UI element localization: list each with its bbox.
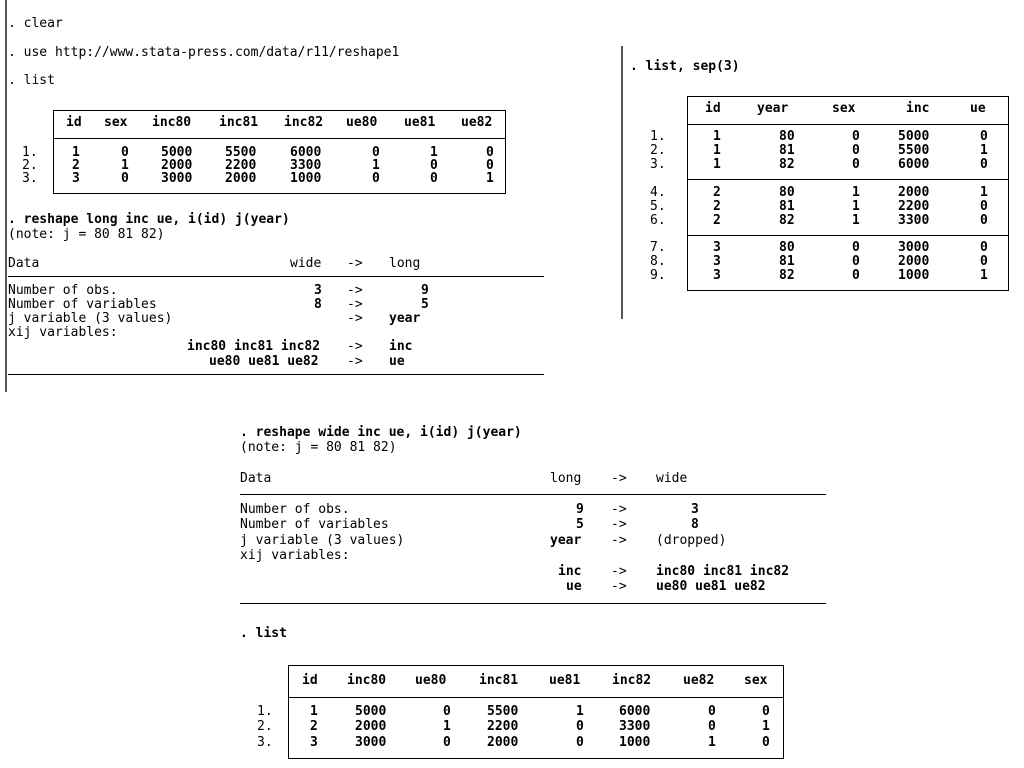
table-cell: 0 [430,158,438,173]
table-cell: 3300 [619,719,651,734]
col-header: id [302,673,318,688]
xij1-arrow: -> [611,564,627,579]
col-header: ue82 [683,673,715,688]
table-cell: 0 [852,129,860,144]
vars-to: 5 [421,297,429,312]
j-to: (dropped) [656,533,727,548]
cmd-reshape-long: . reshape long inc ue, i(id) j(year) [8,212,290,227]
col-header: sex [744,673,768,688]
left-panel-border [5,0,7,392]
table-cell: 0 [372,145,380,160]
table-cell: 1 [713,157,721,172]
vars-to: 8 [691,517,699,532]
col-header: year [757,101,789,116]
table-cell: 1 [121,158,129,173]
table-cell: 81 [779,199,795,214]
xij2-to: ue [389,354,405,369]
table-cell: 0 [852,254,860,269]
table-cell: 5000 [161,145,193,160]
note-j-bottom: (note: j = 80 81 82) [240,440,397,455]
table-cell: 2 [310,719,318,734]
table-cell: 1 [980,185,988,200]
table-cell: 3000 [898,240,930,255]
right-panel-border [621,46,623,319]
long-table-header-rule [687,124,1009,125]
table-cell: 1000 [898,268,930,283]
obs-arrow: -> [611,502,627,517]
j-arrow: -> [611,533,627,548]
table-cell: 5500 [487,704,519,719]
table-cell: 0 [372,171,380,186]
table-cell: 0 [486,158,494,173]
table-cell: 3 [713,254,721,269]
col-header: inc81 [479,673,519,688]
col-header: sex [104,115,128,130]
col-header: ue80 [346,115,378,130]
col-header: inc80 [347,673,387,688]
table-cell: 80 [779,240,795,255]
table-cell: 5000 [898,129,930,144]
obs-arrow: -> [347,283,363,298]
table-cell: 1 [72,145,80,160]
table-cell: 0 [762,704,770,719]
j-from: year [550,533,582,548]
xij2-arrow: -> [347,354,363,369]
xij1-arrow: -> [347,339,363,354]
table-cell: 0 [980,157,988,172]
j-to: year [389,311,421,326]
table-cell: 0 [121,145,129,160]
row-label: 1. [257,704,273,719]
long-table-sep-1 [687,179,1009,180]
j-arrow: -> [347,311,363,326]
col-header: inc [906,101,930,116]
summary-rule-bottom [240,603,826,604]
summary-arrow: -> [611,471,627,486]
xij2-from: ue [566,579,582,594]
table-cell: 6000 [898,157,930,172]
xij1-from: inc80 inc81 inc82 [187,339,321,354]
table-cell: 0 [852,143,860,158]
table-cell: 1000 [619,735,651,750]
table-cell: 81 [779,143,795,158]
table-cell: 1 [980,268,988,283]
table-cell: 0 [708,719,716,734]
row-label: 2. [22,158,38,173]
vars-label: Number of variables [240,517,389,532]
table-cell: 2200 [225,158,257,173]
row-label: 8. [650,254,666,269]
table-cell: 0 [708,704,716,719]
table-cell: 1 [576,704,584,719]
table-cell: 1 [713,143,721,158]
table-cell: 82 [779,213,795,228]
col-header: inc82 [284,115,324,130]
table-cell: 3000 [355,735,387,750]
table-cell: 2000 [898,254,930,269]
table-cell: 0 [852,268,860,283]
table-cell: 0 [430,171,438,186]
table-cell: 5500 [225,145,257,160]
table-cell: 5000 [355,704,387,719]
col-header: ue [970,101,986,116]
row-label: 3. [650,157,666,172]
table-cell: 0 [576,735,584,750]
summary-from: wide [290,256,322,271]
summary-data-label: Data [240,471,272,486]
table-cell: 6000 [619,704,651,719]
xij2-from: ue80 ue81 ue82 [209,354,319,369]
summary-to: wide [656,471,688,486]
xij1-from: inc [558,564,582,579]
col-header: inc81 [219,115,259,130]
table-cell: 1 [708,735,716,750]
row-label: 9. [650,268,666,283]
table-cell: 1 [713,129,721,144]
long-table-frame [687,96,1009,291]
xij-label: xij variables: [8,325,118,340]
col-header: inc82 [612,673,652,688]
summary-rule-bottom [8,374,544,375]
col-header: ue81 [549,673,581,688]
cmd-list: . list [8,73,55,88]
cmd-use: . use http://www.stata-press.com/data/r11/reshape1 [8,45,400,60]
obs-label: Number of obs. [240,502,350,517]
table-cell: 82 [779,268,795,283]
summary-data-label: Data [8,256,40,271]
table-cell: 0 [852,157,860,172]
table-cell: 2 [713,185,721,200]
table-cell: 81 [779,254,795,269]
table-cell: 2 [713,199,721,214]
row-label: 2. [650,143,666,158]
obs-label: Number of obs. [8,283,118,298]
col-header: ue81 [404,115,436,130]
table-cell: 0 [121,171,129,186]
table-cell: 1 [852,199,860,214]
col-header: ue80 [415,673,447,688]
table-cell: 80 [779,129,795,144]
obs-to: 3 [691,502,699,517]
table-cell: 80 [779,185,795,200]
cmd-list-bottom: . list [240,626,287,641]
row-label: 6. [650,213,666,228]
table-cell: 3 [713,268,721,283]
col-header: id [66,115,82,130]
row-label: 3. [257,735,273,750]
note-j: (note: j = 80 81 82) [8,227,165,242]
table-cell: 2200 [898,199,930,214]
row-label: 4. [650,185,666,200]
table-cell: 0 [576,719,584,734]
table-cell: 2 [713,213,721,228]
j-label: j variable (3 values) [240,533,405,548]
table-cell: 2000 [355,719,387,734]
table-cell: 3300 [898,213,930,228]
table-cell: 1 [762,719,770,734]
row-label: 1. [22,145,38,160]
table-cell: 0 [443,735,451,750]
table-cell: 2200 [487,719,519,734]
table-cell: 82 [779,157,795,172]
table-cell: 2000 [898,185,930,200]
table-cell: 1 [310,704,318,719]
summary-rule-top [240,494,826,495]
xij2-arrow: -> [611,579,627,594]
xij-label: xij variables: [240,548,350,563]
row-label: 2. [257,719,273,734]
j-label: j variable (3 values) [8,311,173,326]
table-cell: 5500 [898,143,930,158]
obs-to: 9 [421,283,429,298]
vars-arrow: -> [347,297,363,312]
obs-from: 3 [314,283,322,298]
table-cell: 2000 [161,158,193,173]
table-cell: 3300 [290,158,322,173]
table-cell: 3000 [161,171,193,186]
table-cell: 1 [852,213,860,228]
table-cell: 1 [852,185,860,200]
table-cell: 1 [486,171,494,186]
table-cell: 0 [980,254,988,269]
table-cell: 2000 [487,735,519,750]
table-cell: 0 [443,704,451,719]
table-cell: 0 [980,199,988,214]
row-label: 5. [650,199,666,214]
xij1-to: inc80 inc81 inc82 [656,564,790,579]
summary-to: long [389,256,421,271]
summary-rule-top [8,276,544,277]
xij2-to: ue80 ue81 ue82 [656,579,766,594]
table-cell: 1 [372,158,380,173]
cmd-reshape-wide: . reshape wide inc ue, i(id) j(year) [240,425,522,440]
table-cell: 0 [980,129,988,144]
table-cell: 3 [310,735,318,750]
table-cell: 1 [443,719,451,734]
row-label: 3. [22,171,38,186]
row-label: 7. [650,240,666,255]
table-cell: 0 [980,240,988,255]
vars-label: Number of variables [8,297,157,312]
long-table-sep-2 [687,235,1009,236]
vars-arrow: -> [611,517,627,532]
table-cell: 0 [852,240,860,255]
table-cell: 0 [762,735,770,750]
summary-from: long [550,471,582,486]
col-header: sex [832,101,856,116]
col-header: id [705,101,721,116]
table-cell: 3 [72,171,80,186]
obs-from: 9 [576,502,584,517]
table-cell: 0 [486,145,494,160]
row-label: 1. [650,129,666,144]
wide-table-left-header-rule [53,138,506,139]
vars-from: 5 [576,517,584,532]
table-cell: 2 [72,158,80,173]
vars-from: 8 [314,297,322,312]
table-cell: 2000 [225,171,257,186]
col-header: inc80 [152,115,192,130]
wide-table-bottom-header-rule [288,697,784,698]
cmd-list-sep: . list, sep(3) [630,59,740,74]
table-cell: 1000 [290,171,322,186]
table-cell: 1 [430,145,438,160]
col-header: ue82 [461,115,493,130]
table-cell: 1 [980,143,988,158]
summary-arrow: -> [347,256,363,271]
cmd-clear: . clear [8,16,63,31]
table-cell: 6000 [290,145,322,160]
table-cell: 0 [980,213,988,228]
table-cell: 3 [713,240,721,255]
xij1-to: inc [389,339,413,354]
